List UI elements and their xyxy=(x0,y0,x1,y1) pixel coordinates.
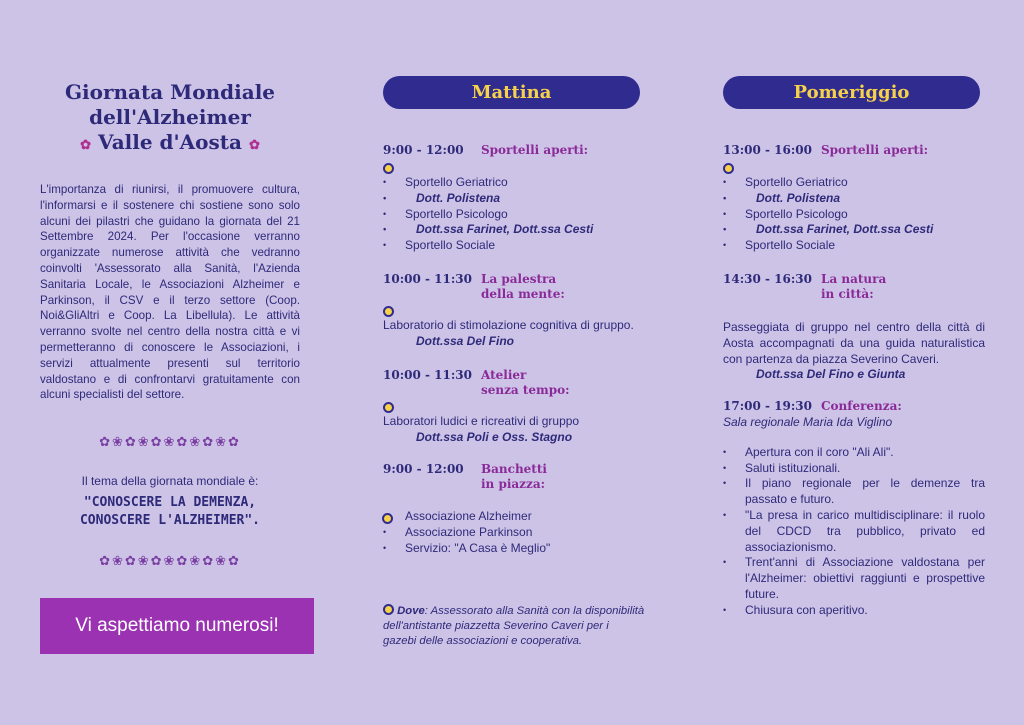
welcome-banner: Vi aspettiamo numerosi! xyxy=(40,598,314,654)
list-item: • Sportello Sociale xyxy=(723,238,985,254)
activity-description: Laboratori ludici e ricreativi di gruppo xyxy=(383,414,580,428)
afternoon-header: Pomeriggio xyxy=(723,76,980,109)
theme-slogan: "CONOSCERE LA DEMENZA, CONOSCERE L'ALZHEIMER". xyxy=(79,495,260,528)
activity-description: Laboratorio di stimolazione cognitiva di gruppo. xyxy=(383,318,634,332)
list-item: • Chiusura con aperitivo. xyxy=(723,603,985,619)
flower-divider-icon: ✿❀✿❀✿❀✿❀✿❀✿ xyxy=(99,434,241,449)
morning-header: Mattina xyxy=(383,76,640,109)
star-icon: ✿ xyxy=(248,138,260,153)
activity-title: Banchetti in piazza: xyxy=(481,462,547,491)
list-item: • Sportello Psicologo xyxy=(383,207,645,223)
bullet-dot-icon xyxy=(383,604,394,615)
time-range: 9:00 - 12:00 xyxy=(383,143,464,157)
time-range: 17:00 - 19:30 xyxy=(723,399,812,413)
list-item: • Sportello Psicologo xyxy=(723,207,985,223)
bullet-dot-icon xyxy=(383,163,394,174)
schedule-block xyxy=(723,272,985,383)
bullet-dot-icon xyxy=(382,513,393,524)
list-item: • Il piano regionale per le demenze tra passato e futuro. xyxy=(723,476,985,508)
time-range: 13:00 - 16:00 xyxy=(723,143,812,157)
activity-title: Conferenza: xyxy=(821,399,902,413)
list-subitem: • Dott. Polistena xyxy=(383,191,645,207)
activity-staff: Dott.ssa Poli e Oss. Stagno xyxy=(416,429,573,444)
list-item: • Servizio: "A Casa è Meglio" xyxy=(383,541,645,557)
activity-staff: Dott.ssa Del Fino xyxy=(416,333,515,348)
bullet-dot-icon xyxy=(383,306,394,317)
activity-title: La natura in città: xyxy=(821,272,887,301)
list-item: • Apertura con il coro "Ali Ali". xyxy=(723,445,985,461)
schedule-block xyxy=(383,462,645,556)
list-item: • "La presa in carico multidisciplinare: il ruolo del CDCD tra pubblico, privato ed associazionismo. xyxy=(723,508,985,555)
activity-staff: Dott.ssa Del Fino e Giunta xyxy=(756,367,906,382)
list-item: • Sportello Geriatrico xyxy=(383,175,645,191)
schedule-block xyxy=(723,399,985,619)
list-subitem: • Dott.ssa Farinet, Dott.ssa Cesti xyxy=(723,222,985,238)
conference-location: Sala regionale Maria Ida Viglino xyxy=(723,415,893,429)
event-title-line-3: Valle d'Aosta xyxy=(98,130,242,154)
activity-title: Sportelli aperti: xyxy=(821,143,929,157)
event-title-line-2: dell'Alzheimer xyxy=(89,105,251,129)
time-range: 10:00 - 11:30 xyxy=(383,368,472,382)
activity-title: Atelier senza tempo: xyxy=(481,368,570,397)
location-note xyxy=(383,604,645,649)
list-item: • Sportello Sociale xyxy=(383,238,645,254)
event-title xyxy=(40,80,300,158)
event-title-line-1: Giornata Mondiale xyxy=(64,80,276,104)
theme-label: Il tema della giornata mondiale è: xyxy=(81,474,259,488)
schedule-block xyxy=(383,143,645,254)
bullet-dot-icon xyxy=(723,163,734,174)
time-range: 10:00 - 11:30 xyxy=(383,272,472,286)
list-subitem: • Dott.ssa Farinet, Dott.ssa Cesti xyxy=(383,222,645,238)
list-item: • Sportello Geriatrico xyxy=(723,175,985,191)
time-range: 14:30 - 16:30 xyxy=(723,272,812,286)
schedule-block xyxy=(383,272,645,350)
star-icon: ✿ xyxy=(80,138,92,153)
list-item: • Saluti istituzionali. xyxy=(723,461,985,477)
flower-divider-icon: ✿❀✿❀✿❀✿❀✿❀✿ xyxy=(99,553,241,568)
list-item: • Trent'anni di Associazione valdostana per l'Alzheimer: obiettivi raggiunti e prospettive future. xyxy=(723,555,985,602)
schedule-block xyxy=(383,368,645,446)
time-range: 9:00 - 12:00 xyxy=(383,462,464,476)
list-item: • Associazione Alzheimer xyxy=(383,509,645,525)
list-subitem: • Dott. Polistena xyxy=(723,191,985,207)
activity-title: Sportelli aperti: xyxy=(481,143,589,157)
location-label: Dove xyxy=(397,605,425,617)
activity-description: Passeggiata di gruppo nel centro della città di Aosta accompagnati da una guida naturalistica con partenza da piazza Severino Caveri. xyxy=(723,320,985,366)
location-text: : Assessorato alla Sanità con la disponibilità dell'antistante piazzetta Severino Caveri per i gazebi delle associazioni e cooperativa. xyxy=(383,605,645,647)
intro-paragraph: L'importanza di riunirsi, il promuovere cultura, l'informarsi e il sostenere chi sostiene sono solo alcuni dei pilastri che guidano la giornata del 21 Settembre 2024. Per l'occasione verranno organizzate numerose attività che vedranno coinvolti 'Assessorato alla Sanità, l'Azienda Sanitaria Locale, le Associazioni Alzheimer e Parkinson, il CSV e il terzo settore (Coop. Noi&GliAltri e Coop. La Libellula). Le attività verranno svolte nel centro della nostra città e vi permetteranno di conoscere le Associazioni, i servizi attualmente presenti sul territorio valdostano e di confrontarvi gratuitamente con alcuni specialisti del settore. xyxy=(40,183,300,402)
schedule-block xyxy=(723,143,985,254)
bullet-dot-icon xyxy=(383,402,394,413)
list-item: • Associazione Parkinson xyxy=(383,525,645,541)
activity-title: La palestra della mente: xyxy=(481,272,565,301)
